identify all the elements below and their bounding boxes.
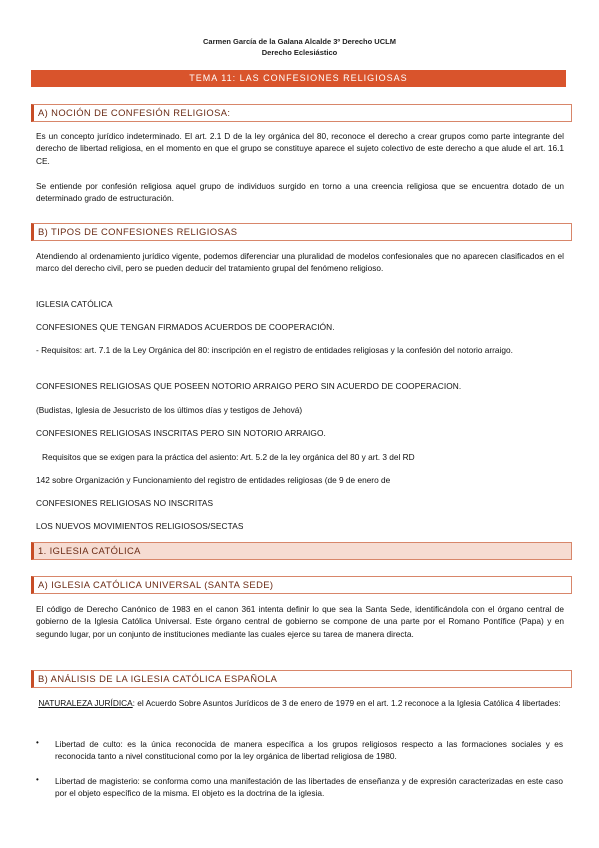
list-item: CONFESIONES QUE TENGAN FIRMADOS ACUERDOS DE COOPERACIÓN. — [36, 322, 335, 332]
paragraph: El código de Derecho Canónico de 1983 en el canon 361 intenta definir lo que sea la Santa Sede, identificándola con el órgano central de gobierno de la Iglesia Católica Universal. Este órgano central de gobierno se compone de una parte por el Romano Pontífice (Papa) y en segundo lugar, por un conjunto de instituciones mediante las cuales ejerce su tarea de manera directa. — [36, 604, 564, 639]
title-banner: TEMA 11: LAS CONFESIONES RELIGIOSAS — [31, 70, 566, 87]
section-heading-1a: A) IGLESIA CATÓLICA UNIVERSAL (SANTA SEDE) — [31, 576, 572, 594]
paragraph: (Budistas, Iglesia de Jesucristo de los últimos días y testigos de Jehová) — [36, 405, 303, 415]
paragraph: 142 sobre Organización y Funcionamiento del registro de entidades religiosas (de 9 de enero de — [36, 475, 391, 485]
paragraph: Es un concepto jurídico indeterminado. El art. 2.1 D de la ley orgánica del 80, reconoce el derecho a crear grupos como parte integrante del derecho de libertad religiosa, en el momento en que el grupo se constituye aparece el sujeto colectivo de este derecho a que alude el art. 16.1 CE. — [36, 131, 564, 166]
header-subject: Derecho Eclesiástico — [261, 48, 338, 57]
list-item: CONFESIONES RELIGIOSAS INSCRITAS PERO SIN NOTORIO ARRAIGO. — [36, 428, 326, 438]
bullet-item: Libertad de culto: es la única reconocida de manera específica a los grupos religiosos respecto a las formaciones sociales y es reconocida tanto a nivel constitucional como por la ley orgánica de libertad religiosa de 1980. — [55, 739, 563, 762]
paragraph: Requisitos que se exigen para la práctica del asiento: Art. 5.2 de la ley orgánica del 80 y art. 3 del RD — [42, 452, 415, 462]
header-author: Carmen García de la Galana Alcalde 3º Derecho UCLM — [203, 37, 396, 46]
paragraph: Atendiendo al ordenamiento jurídico vigente, podemos diferenciar una pluralidad de modelos confesionales que no aparecen clasificados en el marco del derecho civil, pero se pueden deducir del tratamiento grupal del fenómeno religioso. — [36, 251, 564, 274]
section-heading-1b: B) ANÁLISIS DE LA IGLESIA CATÓLICA ESPAÑOLA — [31, 670, 572, 688]
paragraph: - Requisitos: art. 7.1 de la Ley Orgánica del 80: inscripción en el registro de entidades religiosas y la confesión del notorio arraigo. — [36, 345, 513, 355]
list-item: CONFESIONES RELIGIOSAS QUE POSEEN NOTORIO ARRAIGO PERO SIN ACUERDO DE COOPERACION. — [36, 381, 462, 391]
paragraph-text: : el Acuerdo Sobre Asuntos Jurídicos de 3 de enero de 1979 en el art. 1.2 reconoce a la Iglesia Católica 4 libertades: — [132, 698, 561, 708]
paragraph: Se entiende por confesión religiosa aquel grupo de individuos surgido en torno a una creencia religiosa que se encuentra dotado de un determinado grado de estructuración. — [36, 181, 564, 204]
list-item: LOS NUEVOS MOVIMIENTOS RELIGIOSOS/SECTAS — [36, 521, 244, 531]
bullet-icon: • — [36, 738, 39, 747]
paragraph — [36, 697, 564, 709]
section-heading-1: 1. IGLESIA CATÓLICA — [31, 542, 572, 560]
underlined-term: NATURALEZA JURÍDICA — [38, 698, 133, 708]
list-item: IGLESIA CATÓLICA — [36, 299, 113, 309]
list-item: CONFESIONES RELIGIOSAS NO INSCRITAS — [36, 498, 214, 508]
bullet-icon: • — [36, 775, 39, 784]
section-heading-b: B) TIPOS DE CONFESIONES RELIGIOSAS — [31, 223, 572, 241]
section-heading-a: A) NOCIÓN DE CONFESIÓN RELIGIOSA: — [31, 104, 572, 122]
bullet-item: Libertad de magisterio: se conforma como una manifestación de las libertades de enseñanza y de expresión caracterizadas en este caso por el objeto específico de la misma. El objeto es la doctrina de la iglesia. — [55, 776, 563, 799]
